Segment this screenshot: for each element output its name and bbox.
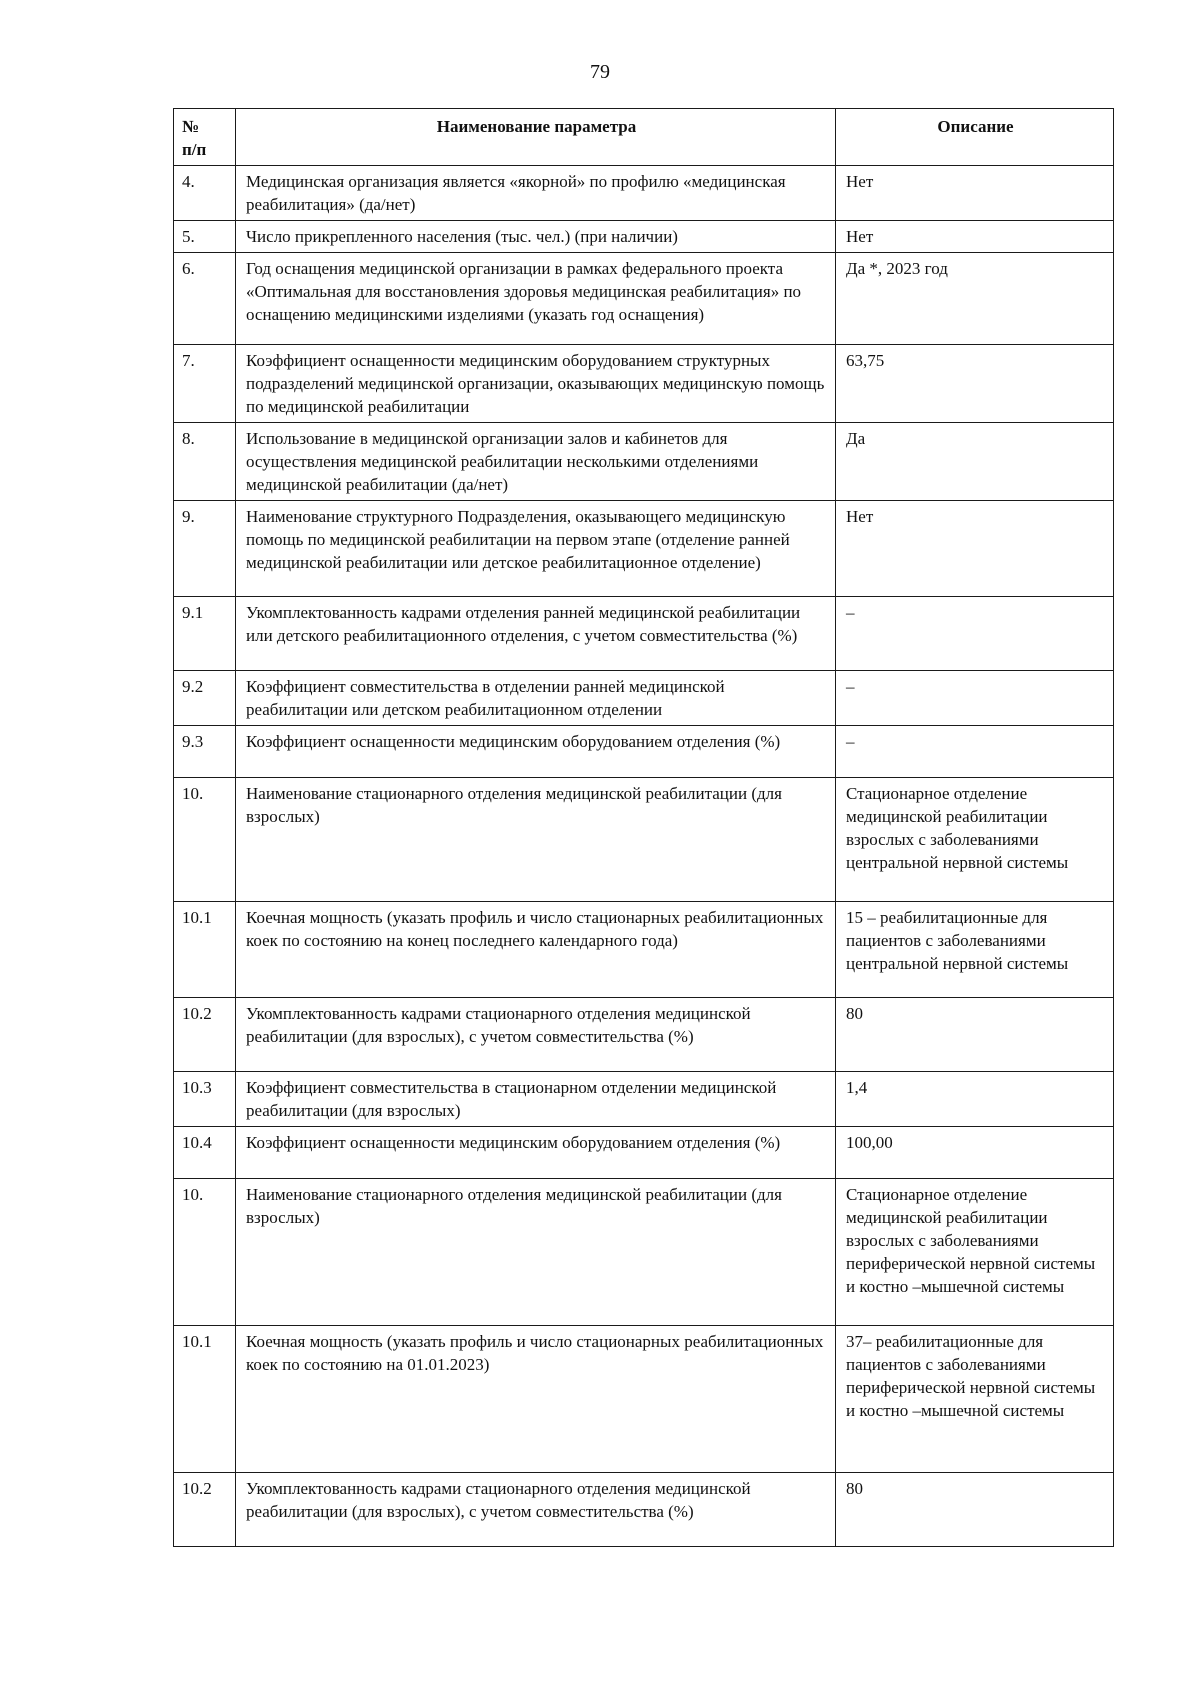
row-parameter-name: Укомплектованность кадрами стационарного отделения медицинской реабилитации (для взрослых), с учетом совместительства (%) — [236, 998, 836, 1072]
row-parameter-name: Коечная мощность (указать профиль и число стационарных реабилитационных коек по состоянию на конец последнего календарного года) — [236, 902, 836, 998]
table-row — [174, 253, 1114, 345]
table-row — [174, 671, 1114, 726]
table-row — [174, 423, 1114, 501]
row-parameter-name: Коэффициент оснащенности медицинским оборудованием структурных подразделений медицинской организации, оказывающих медицинскую помощь по медицинской реабилитации — [236, 345, 836, 423]
row-parameter-name: Число прикрепленного населения (тыс. чел.) (при наличии) — [236, 221, 836, 253]
header-description: Описание — [836, 109, 1114, 166]
row-description: 80 — [836, 998, 1114, 1072]
table-row — [174, 998, 1114, 1072]
table-row — [174, 166, 1114, 221]
parameters-table — [173, 108, 1114, 1547]
row-description: Стационарное отделение медицинской реабилитации взрослых с заболеваниями центральной нервной системы — [836, 778, 1114, 902]
row-parameter-name: Укомплектованность кадрами отделения ранней медицинской реабилитации или детского реабилитационного отделения, с учетом совместительства (%) — [236, 597, 836, 671]
row-number: 6. — [174, 253, 236, 345]
row-description: – — [836, 671, 1114, 726]
row-number: 10.2 — [174, 1473, 236, 1547]
row-number: 9.1 — [174, 597, 236, 671]
row-parameter-name: Наименование стационарного отделения медицинской реабилитации (для взрослых) — [236, 778, 836, 902]
row-parameter-name: Коэффициент оснащенности медицинским оборудованием отделения (%) — [236, 1127, 836, 1179]
table-row — [174, 778, 1114, 902]
table-row — [174, 1179, 1114, 1326]
table-row — [174, 726, 1114, 778]
table-row — [174, 597, 1114, 671]
row-parameter-name: Коечная мощность (указать профиль и число стационарных реабилитационных коек по состоянию на 01.01.2023) — [236, 1326, 836, 1473]
header-parameter-name: Наименование параметра — [236, 109, 836, 166]
header-number: № п/п — [174, 109, 236, 166]
row-parameter-name: Укомплектованность кадрами стационарного отделения медицинской реабилитации (для взрослых), с учетом совместительства (%) — [236, 1473, 836, 1547]
row-description: 37– реабилитационные для пациентов с заболеваниями периферической нервной системы и костно –мышечной системы — [836, 1326, 1114, 1473]
row-number: 8. — [174, 423, 236, 501]
row-description: Стационарное отделение медицинской реабилитации взрослых с заболеваниями периферической нервной системы и костно –мышечной системы — [836, 1179, 1114, 1326]
row-number: 10.2 — [174, 998, 236, 1072]
row-description: Нет — [836, 501, 1114, 597]
row-number: 4. — [174, 166, 236, 221]
row-number: 10. — [174, 1179, 236, 1326]
table-row — [174, 902, 1114, 998]
row-parameter-name: Использование в медицинской организации залов и кабинетов для осуществления медицинской реабилитации несколькими отделениями медицинской реабилитации (да/нет) — [236, 423, 836, 501]
table-row — [174, 1326, 1114, 1473]
page-number: 79 — [590, 61, 610, 83]
row-description: Нет — [836, 166, 1114, 221]
row-parameter-name: Коэффициент совместительства в стационарном отделении медицинской реабилитации (для взрослых) — [236, 1072, 836, 1127]
table-row — [174, 221, 1114, 253]
table-row — [174, 1473, 1114, 1547]
row-number: 10.3 — [174, 1072, 236, 1127]
row-description: Да *, 2023 год — [836, 253, 1114, 345]
row-description: Да — [836, 423, 1114, 501]
row-description: 80 — [836, 1473, 1114, 1547]
row-description: 100,00 — [836, 1127, 1114, 1179]
row-description: 15 – реабилитационные для пациентов с заболеваниями центральной нервной системы — [836, 902, 1114, 998]
row-number: 10.1 — [174, 1326, 236, 1473]
row-number: 10. — [174, 778, 236, 902]
table-body — [174, 166, 1114, 1547]
row-number: 10.1 — [174, 902, 236, 998]
row-number: 9.2 — [174, 671, 236, 726]
row-description: Нет — [836, 221, 1114, 253]
row-number: 10.4 — [174, 1127, 236, 1179]
row-description: – — [836, 726, 1114, 778]
row-parameter-name: Наименование стационарного отделения медицинской реабилитации (для взрослых) — [236, 1179, 836, 1326]
table-row — [174, 345, 1114, 423]
row-number: 9. — [174, 501, 236, 597]
row-description: 1,4 — [836, 1072, 1114, 1127]
table-row — [174, 501, 1114, 597]
row-parameter-name: Коэффициент оснащенности медицинским оборудованием отделения (%) — [236, 726, 836, 778]
table-row — [174, 1072, 1114, 1127]
row-description: 63,75 — [836, 345, 1114, 423]
row-parameter-name: Медицинская организация является «якорной» по профилю «медицинская реабилитация» (да/нет) — [236, 166, 836, 221]
row-parameter-name: Коэффициент совместительства в отделении ранней медицинской реабилитации или детском реабилитационном отделении — [236, 671, 836, 726]
row-number: 7. — [174, 345, 236, 423]
row-number: 5. — [174, 221, 236, 253]
row-parameter-name: Год оснащения медицинской организации в рамках федерального проекта «Оптимальная для восстановления здоровья медицинская реабилитация» по оснащению медицинскими изделиями (указать год оснащения) — [236, 253, 836, 345]
table-header-row — [174, 109, 1114, 166]
row-number: 9.3 — [174, 726, 236, 778]
row-parameter-name: Наименование структурного Подразделения, оказывающего медицинскую помощь по медицинской реабилитации на первом этапе (отделение ранней медицинской реабилитации или детское реабилитационное отделение) — [236, 501, 836, 597]
row-description: – — [836, 597, 1114, 671]
table-row — [174, 1127, 1114, 1179]
